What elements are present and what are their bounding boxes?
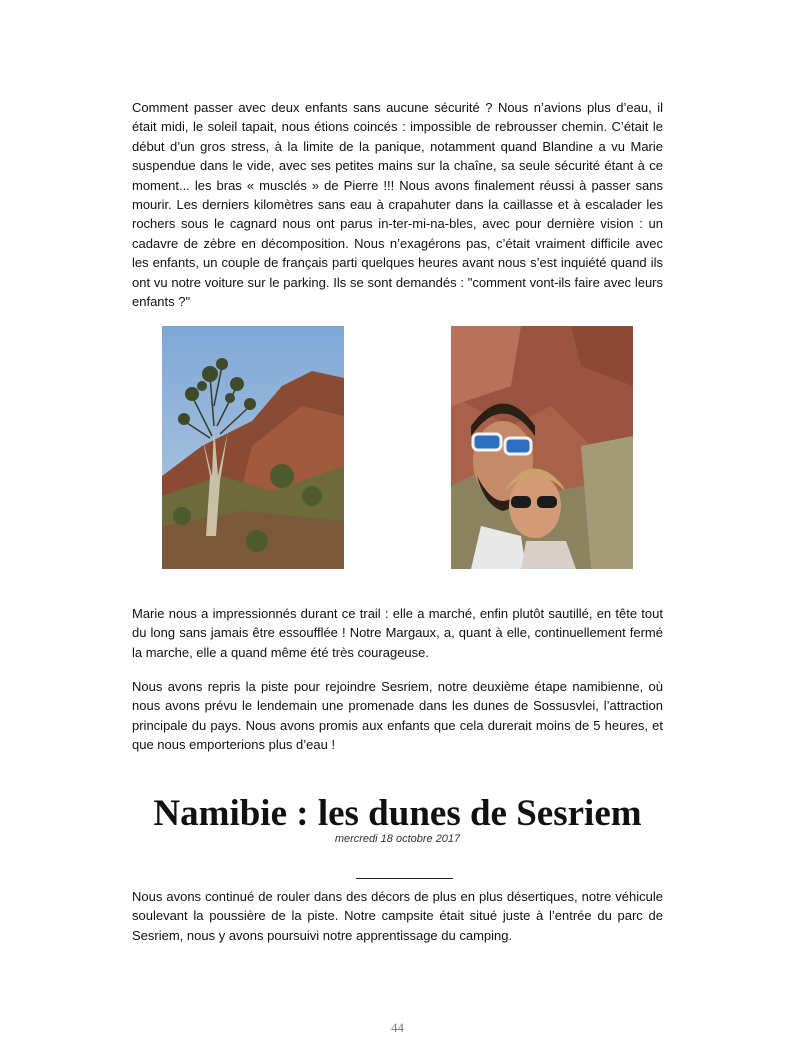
page-number: 44 bbox=[391, 1020, 404, 1035]
paragraph-sesriem-route: Nous avons repris la piste pour rejoindre Sesriem, notre deuxième étape namibienne, où nous avons prévu le lendemain une promenade dans les dunes de Sossusvlei, l’attraction principale du pays. Nous avons promis aux enfants que cela durerait moins de 5 heures, et que nous emporterions plus d’eau ! bbox=[132, 679, 663, 753]
photo-quiver-tree bbox=[162, 326, 344, 569]
photo-couple-selfie bbox=[451, 326, 633, 569]
paragraph-marie-trail: Marie nous a impressionnés durant ce trail : elle a marché, enfin plutôt sautillé, en tête tout du long sans jamais être essoufflée ! Notre Margaux, a, quant à elle, continuellement fermé la marche, elle a quand même été très courageuse. bbox=[132, 606, 663, 660]
paragraph-campsite: Nous avons continué de rouler dans des décors de plus en plus désertiques, notre véhicule soulevant la poussière de la piste. Notre campsite était situé juste à l’entrée du parc de Sesriem, nous y avons poursuivi notre apprentissage du camping. bbox=[132, 889, 663, 943]
section-title: Namibie : les dunes de Sesriem bbox=[153, 793, 642, 834]
section-date: mercredi 18 octobre 2017 bbox=[334, 833, 461, 845]
paragraph-trail-story: Comment passer avec deux enfants sans aucune sécurité ? Nous n’avions plus d’eau, il était midi, le soleil tapait, nous étions coincés : impossible de rebrousser chemin. C’était le début d’un gros stress, à la limite de la panique, notamment quand Blandine a vu Marie suspendue dans le vide, avec ses petites mains sur la chaîne, sa seule sécurité étant à ce moment... les bras « musclés » de Pierre !!! Nous avons finalement réussi à passer sans mourir. Les derniers kilomètres sans eau à crapahuter dans la caillasse et à escalader les rochers sous le cagnard nous ont parus in-ter-mi-na-bles, avec pour dernière vision : un cadavre de zèbre en décomposition. Nous n’exagérons pas, c’était vraiment difficile avec les enfants, un couple de français parti quelques heures avant nous s’est inquiété quand ils ont vu notre voiture sur le parking. Ils se sont demandés : "comment vont-ils faire avec leurs enfants ?" bbox=[132, 100, 663, 310]
title-divider bbox=[356, 878, 453, 879]
